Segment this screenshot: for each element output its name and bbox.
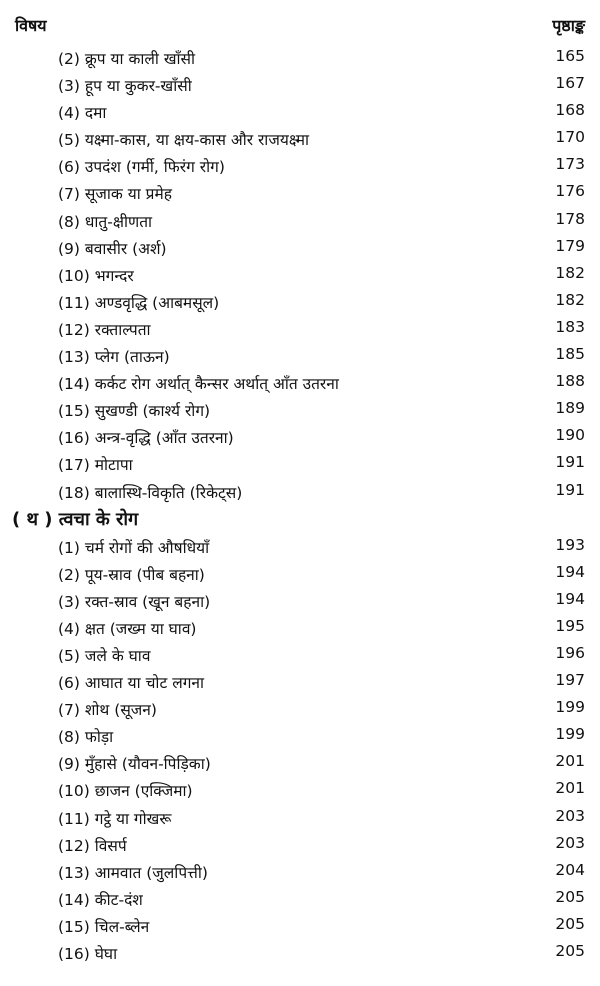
toc-entry — [0, 722, 600, 749]
toc-entry-title: (6) उपदंश (गर्मी, फिरंग रोग) — [58, 158, 225, 177]
toc-entry-title: (12) विसर्प — [58, 836, 127, 855]
toc-entry-page: 204 — [555, 860, 585, 879]
toc-entry-title: (17) मोटापा — [58, 456, 133, 475]
toc-entry — [0, 261, 600, 288]
toc-entry — [0, 560, 600, 587]
toc-entry-title: (3) रक्त-स्राव (खून बहना) — [58, 592, 211, 611]
toc-entry-title: (13) प्लेग (ताऊन) — [58, 348, 170, 367]
section-heading-row — [0, 505, 600, 533]
toc-entry — [0, 695, 600, 722]
toc-entry — [0, 668, 600, 695]
toc-entry-title: (5) यक्ष्मा-कास, या क्षय-कास और राजयक्ष्मा — [58, 131, 309, 150]
toc-entry-page: 199 — [555, 698, 585, 717]
toc-entry — [0, 71, 600, 98]
toc-entry-title: (2) पूय-स्राव (पीब बहना) — [58, 565, 205, 584]
toc-entry — [0, 614, 600, 641]
toc-entry-page: 179 — [555, 236, 585, 255]
toc-entry-page: 201 — [555, 779, 585, 798]
toc-entry — [0, 749, 600, 776]
toc-entry — [0, 207, 600, 234]
toc-entry — [0, 369, 600, 396]
toc-entry — [0, 396, 600, 423]
toc-entry-title: (8) फोड़ा — [58, 728, 114, 747]
toc-entry-title: (16) अन्त्र-वृद्धि (आँत उतरना) — [58, 429, 234, 448]
toc-entry-page: 182 — [555, 263, 585, 282]
toc-entry-page: 191 — [555, 453, 585, 472]
toc-entry-title: (2) क्रूप या काली खाँसी — [58, 50, 196, 68]
toc-entry — [0, 152, 600, 179]
toc-entry — [0, 641, 600, 668]
toc-entry — [0, 533, 600, 560]
toc-entry-page: 195 — [555, 616, 585, 635]
toc-entry — [0, 587, 600, 614]
toc-entry — [0, 776, 600, 803]
toc-entry — [0, 288, 600, 315]
toc-entry — [0, 44, 600, 71]
toc-group-2 — [0, 533, 600, 967]
toc-entry-page: 205 — [555, 887, 585, 906]
subject-heading: विषय — [15, 16, 47, 35]
toc-entry-title: (12) रक्ताल्पता — [58, 320, 151, 339]
page-number-heading: पृष्ठाङ्क — [552, 16, 585, 35]
toc-entry-page: 203 — [555, 806, 585, 825]
toc-entry-page: 190 — [555, 426, 585, 445]
toc-entry — [0, 804, 600, 831]
toc-entry-title: (9) मुँहासे (यौवन-पिड़िका) — [58, 755, 211, 774]
toc-entry-page: 203 — [555, 833, 585, 852]
toc-entry-page: 185 — [555, 345, 585, 364]
toc-entry — [0, 125, 600, 152]
toc-entry-title: (11) गट्ठे या गोखरू — [58, 809, 172, 828]
toc-entry — [0, 912, 600, 939]
toc-entry-page: 170 — [555, 128, 585, 147]
toc-entry-page: 194 — [555, 589, 585, 608]
toc-entry-title: (15) चिल-ब्लेन — [58, 917, 150, 936]
toc-entry — [0, 342, 600, 369]
toc-entry-title: (13) आमवात (जुलपित्ती) — [58, 863, 208, 882]
toc-entry-page: 191 — [555, 480, 585, 499]
toc-entry — [0, 858, 600, 885]
toc-entry-title: (4) क्षत (जख्म या घाव) — [58, 619, 197, 638]
toc-entry-title: (14) कर्कट रोग अर्थात् कैन्सर अर्थात् आँत उतरना — [58, 375, 339, 394]
toc-entry-title: (1) चर्म रोगों की औषधियाँ — [58, 538, 210, 557]
toc-entry-title: (18) बालास्थि-विकृति (रिकेट्स) — [58, 483, 243, 502]
table-of-contents — [0, 44, 600, 966]
toc-entry-title: (14) कीट-दंश — [58, 890, 143, 909]
toc-entry-page: 178 — [555, 209, 585, 228]
toc-entry — [0, 423, 600, 450]
toc-entry-page: 205 — [555, 942, 585, 960]
toc-entry — [0, 939, 600, 966]
toc-entry-title: (15) सुखण्डी (कार्श्य रोग) — [58, 402, 211, 421]
toc-entry-title: (16) घेघा — [58, 945, 118, 963]
toc-entry-page: 167 — [555, 74, 585, 93]
toc-entry — [0, 831, 600, 858]
toc-entry-page: 193 — [555, 535, 585, 554]
toc-entry-page: 182 — [555, 290, 585, 309]
toc-entry — [0, 179, 600, 206]
toc-entry — [0, 478, 600, 505]
toc-entry-page: 197 — [555, 671, 585, 690]
toc-entry-title: (10) छाजन (एक्जिमा) — [58, 782, 193, 801]
toc-entry-page: 183 — [555, 317, 585, 336]
toc-entry-title: (3) हूप या कुकर-खाँसी — [58, 77, 192, 96]
toc-entry-title: (6) आघात या चोट लगना — [58, 674, 205, 693]
toc-entry-page: 196 — [555, 643, 585, 662]
toc-entry-page: 188 — [555, 372, 585, 391]
toc-entry — [0, 98, 600, 125]
toc-entry-page: 189 — [555, 399, 585, 418]
toc-entry-page: 199 — [555, 725, 585, 744]
toc-entry-title: (11) अण्डवृद्धि (आबमसूल) — [58, 293, 220, 312]
toc-entry-title: (5) जले के घाव — [58, 646, 151, 665]
toc-entry-title: (4) दमा — [58, 104, 107, 123]
toc-entry — [0, 885, 600, 912]
toc-entry-title: (7) शोथ (सूजन) — [58, 701, 157, 720]
toc-entry — [0, 234, 600, 261]
toc-entry-title: (9) बवासीर (अर्श) — [58, 239, 167, 258]
toc-entry-title: (10) भगन्दर — [58, 266, 134, 285]
toc-entry-title: (7) सूजाक या प्रमेह — [58, 185, 172, 204]
toc-entry-page: 165 — [555, 47, 585, 65]
toc-entry — [0, 315, 600, 342]
toc-entry-title: (8) धातु-क्षीणता — [58, 212, 153, 231]
toc-entry-page: 176 — [555, 182, 585, 201]
toc-entry — [0, 450, 600, 477]
toc-header — [15, 14, 585, 38]
toc-entry-page: 205 — [555, 914, 585, 933]
section-title: ( थ ) त्वचा के रोग — [12, 508, 139, 530]
toc-entry-page: 194 — [555, 562, 585, 581]
toc-entry-page: 173 — [555, 155, 585, 174]
toc-group-1 — [0, 44, 600, 505]
toc-entry-page: 201 — [555, 752, 585, 771]
toc-entry-page: 168 — [555, 101, 585, 120]
